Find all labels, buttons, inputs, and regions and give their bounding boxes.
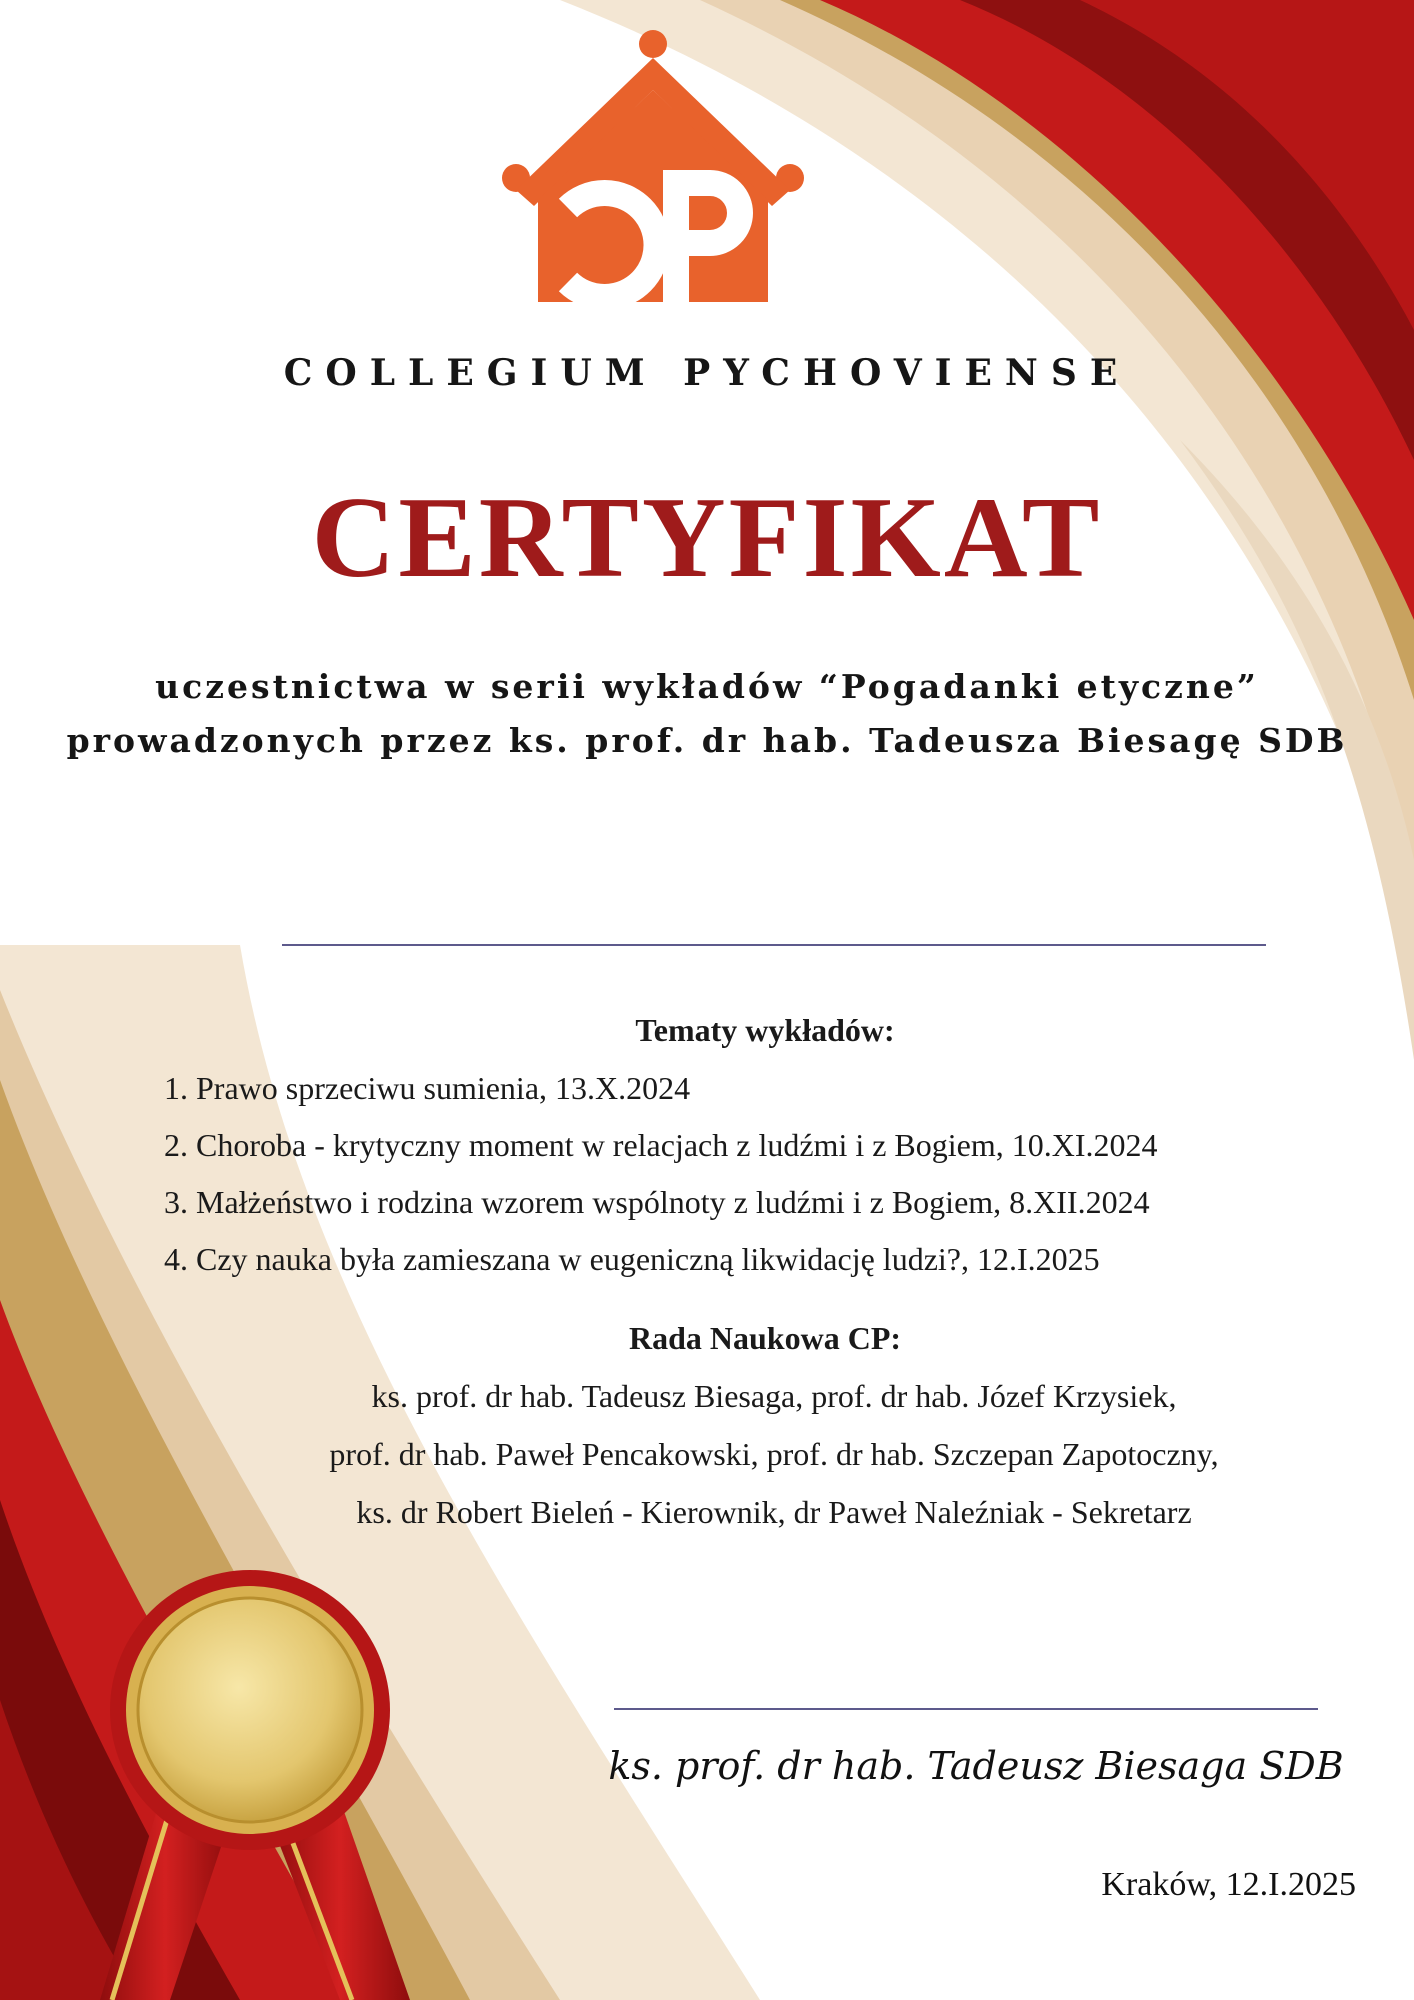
certificate-title: CERTYFIKAT [311,474,1103,602]
board-member-line: ks. dr Robert Bieleń - Kierownik, dr Paweł Naleźniak - Sekretarz [356,1494,1192,1530]
gold-seal-icon [40,1560,480,2000]
subtitle-line: uczestnictwa w serii wykładów “Pogadanki etyczne” [155,667,1259,706]
board-member-line: prof. dr hab. Paweł Pencakowski, prof. dr hab. Szczepan Zapotoczny, [329,1436,1219,1472]
signature: ks. prof. dr hab. Tadeusz Biesaga SDB [608,1744,1344,1788]
topic-item: 4. Czy nauka była zamieszana w eugeniczną likwidację ludzi?, 12.I.2025 [164,1241,1100,1277]
divider-line [282,944,1266,946]
topic-item: 3. Małżeństwo i rodzina wzorem wspólnoty z ludźmi i z Bogiem, 8.XII.2024 [164,1184,1150,1220]
place-and-date: Kraków, 12.I.2025 [1101,1866,1356,1903]
cp-logo [498,28,808,308]
topics-list [164,1068,1384,1296]
topics-heading: Tematy wykładów: [635,1012,895,1048]
topic-item: 1. Prawo sprzeciwu sumienia, 13.X.2024 [164,1070,691,1106]
board-heading: Rada Naukowa CP: [628,1320,902,1356]
signature-line [614,1708,1318,1710]
subtitle-line: prowadzonych przez ks. prof. dr hab. Tadeusza Biesagę SDB [66,721,1348,760]
organization-name: COLLEGIUM PYCHOVIENSE [283,352,1131,394]
board-member-line: ks. prof. dr hab. Tadeusz Biesaga, prof. dr hab. Józef Krzysiek, [371,1378,1177,1414]
board-members [0,1376,1414,1550]
topic-item: 2. Choroba - krytyczny moment w relacjach z ludźmi i z Bogiem, 10.XI.2024 [164,1127,1158,1163]
